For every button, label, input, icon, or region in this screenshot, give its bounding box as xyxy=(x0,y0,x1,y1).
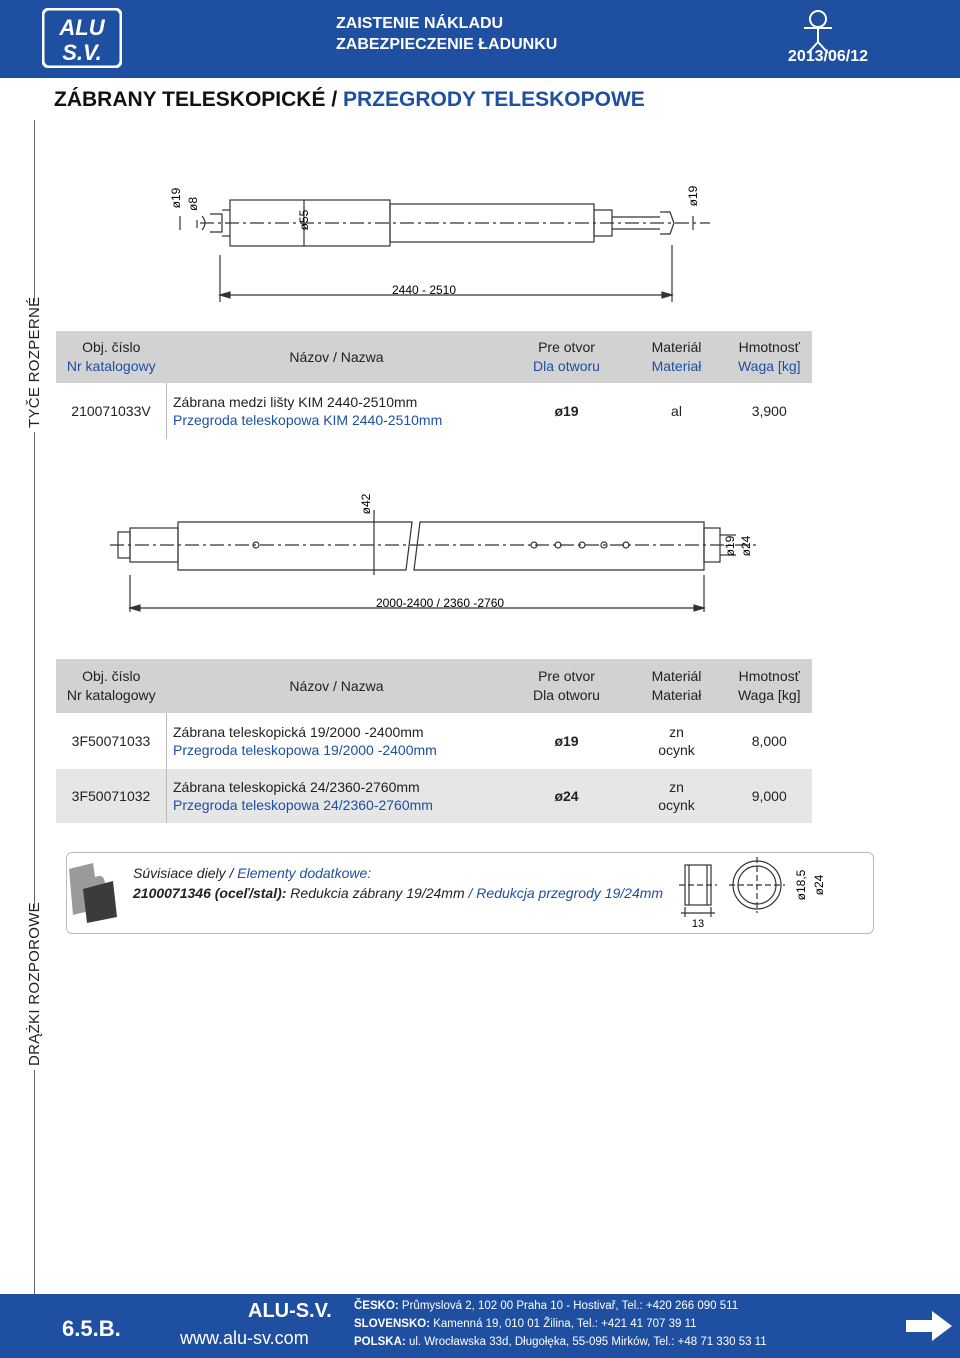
drawing-kim-bar xyxy=(150,170,750,310)
dim-d8: ø8 xyxy=(186,196,200,212)
col-code-header: Obj. číslo Nr katalogowy xyxy=(56,659,167,713)
cell-material: zn ocynk xyxy=(658,724,695,758)
spec-table-kim xyxy=(56,331,812,439)
dim-length-1: 2440 - 2510 xyxy=(391,283,457,297)
related-parts-box xyxy=(66,852,874,934)
spec-table-telescopic xyxy=(56,659,812,823)
dim-d55: ø55 xyxy=(297,209,311,231)
table-row xyxy=(56,383,812,439)
col-material-header: Materiál Materiał xyxy=(627,331,727,383)
side-divider-middle xyxy=(34,432,35,908)
cell-hole: ø24 xyxy=(507,769,627,823)
title-separator: / xyxy=(325,88,343,111)
table-row xyxy=(56,769,812,823)
header-title-pl: ZABEZPIECZENIE ŁADUNKU xyxy=(336,36,558,53)
header-title-sk: ZAISTENIE NÁKLADU xyxy=(336,15,504,32)
header-date: 2013/06/12 xyxy=(787,48,868,65)
page-footer xyxy=(0,1294,960,1358)
cell-code: 210071033V xyxy=(71,403,151,419)
dim-d18-5: ø18,5 xyxy=(794,869,808,901)
table-row xyxy=(56,713,812,769)
side-label-bottom: DRĄŻKI ROZPOROWE xyxy=(26,902,43,1066)
reducer-drawing xyxy=(673,855,873,931)
cell-name: Zábrana teleskopická 24/2360-2760mm Przegroda teleskopowa 24/2360-2760mm xyxy=(167,769,507,823)
col-material-header: Materiál Materiał xyxy=(627,659,727,713)
side-divider-bottom xyxy=(34,1070,35,1294)
dim-d24-reducer: ø24 xyxy=(812,874,826,896)
dim-d19-right: ø19 xyxy=(686,185,700,207)
title-sk: ZÁBRANY TELESKOPICKÉ xyxy=(54,88,326,111)
svg-text:S.V.: S.V. xyxy=(62,40,102,65)
dim-length-2: 2000-2400 / 2360 -2760 xyxy=(375,596,505,610)
footer-website-link[interactable]: www.alu-sv.com xyxy=(180,1328,309,1348)
side-label-top: TYČE ROZPERNÉ xyxy=(26,296,43,428)
address-poland: POLSKA: ul. Wrocławska 33d, Długołęka, 55-095 Mirków, Tel.: +48 71 330 53 11 xyxy=(354,1336,767,1348)
dim-d24: ø24 xyxy=(739,535,753,557)
dim-d42: ø42 xyxy=(359,493,373,515)
col-weight-header: Hmotnosť Waga [kg] xyxy=(727,659,813,713)
table-header-row xyxy=(56,331,812,383)
col-hole-header: Pre otvor Dla otworu xyxy=(507,331,627,383)
address-slovakia: SLOVENSKO: Kamenná 19, 010 01 Žilina, Tel.: +421 41 707 39 11 xyxy=(354,1318,697,1330)
address-czech: ČESKO: Průmyslová 2, 102 00 Praha 10 - Hostivař, Tel.: +420 266 090 511 xyxy=(354,1300,739,1312)
related-title: Súvisiace diely / Elementy dodatkowe: xyxy=(133,865,372,881)
next-arrow-icon[interactable] xyxy=(904,1308,954,1344)
col-name-header: Názov / Nazwa xyxy=(167,331,507,383)
col-weight-header: Hmotnosť Waga [kg] xyxy=(727,331,813,383)
col-code-header: Obj. číslo Nr katalogowy xyxy=(56,331,167,383)
page-header xyxy=(0,0,960,78)
page-number: 6.5.B. xyxy=(62,1316,121,1341)
cell-code: 3F50071033 xyxy=(71,733,151,749)
alu-sv-logo xyxy=(42,8,122,68)
cell-hole: ø19 xyxy=(554,403,579,419)
puzzle-icon xyxy=(63,859,123,925)
side-divider-top xyxy=(34,120,35,302)
cell-hole: ø19 xyxy=(554,733,579,749)
cell-weight: 9,000 xyxy=(727,769,813,823)
title-pl: PRZEGRODY TELESKOPOWE xyxy=(343,88,645,111)
cell-weight: 8,000 xyxy=(751,733,787,749)
col-name-header: Názov / Nazwa xyxy=(167,659,507,713)
cell-name: Zábrana medzi lišty KIM 2440-2510mm Przegroda teleskopowa KIM 2440-2510mm xyxy=(167,383,507,439)
cell-material: al xyxy=(671,403,682,419)
col-hole-header: Pre otvor Dla otworu xyxy=(507,659,627,713)
dim-width-13: 13 xyxy=(691,918,705,930)
cell-name: Zábrana teleskopická 19/2000 -2400mm Przegroda teleskopowa 19/2000 -2400mm xyxy=(167,713,507,769)
dim-d19: ø19 xyxy=(723,535,737,557)
cell-code: 3F50071032 xyxy=(56,769,167,823)
drawing-telescopic-bar xyxy=(100,480,780,620)
dim-d19-left: ø19 xyxy=(169,187,183,209)
footer-brand: ALU-S.V. xyxy=(248,1300,332,1322)
svg-text:ALU: ALU xyxy=(59,15,105,40)
cell-weight: 3,900 xyxy=(751,403,787,419)
table-header-row xyxy=(56,659,812,713)
related-item: 2100071346 (oceľ/stal): Redukcia zábrany 19/24mm / Redukcja przegrody 19/24mm xyxy=(133,885,664,901)
cell-material: zn ocynk xyxy=(627,769,727,823)
page-title xyxy=(54,88,645,112)
